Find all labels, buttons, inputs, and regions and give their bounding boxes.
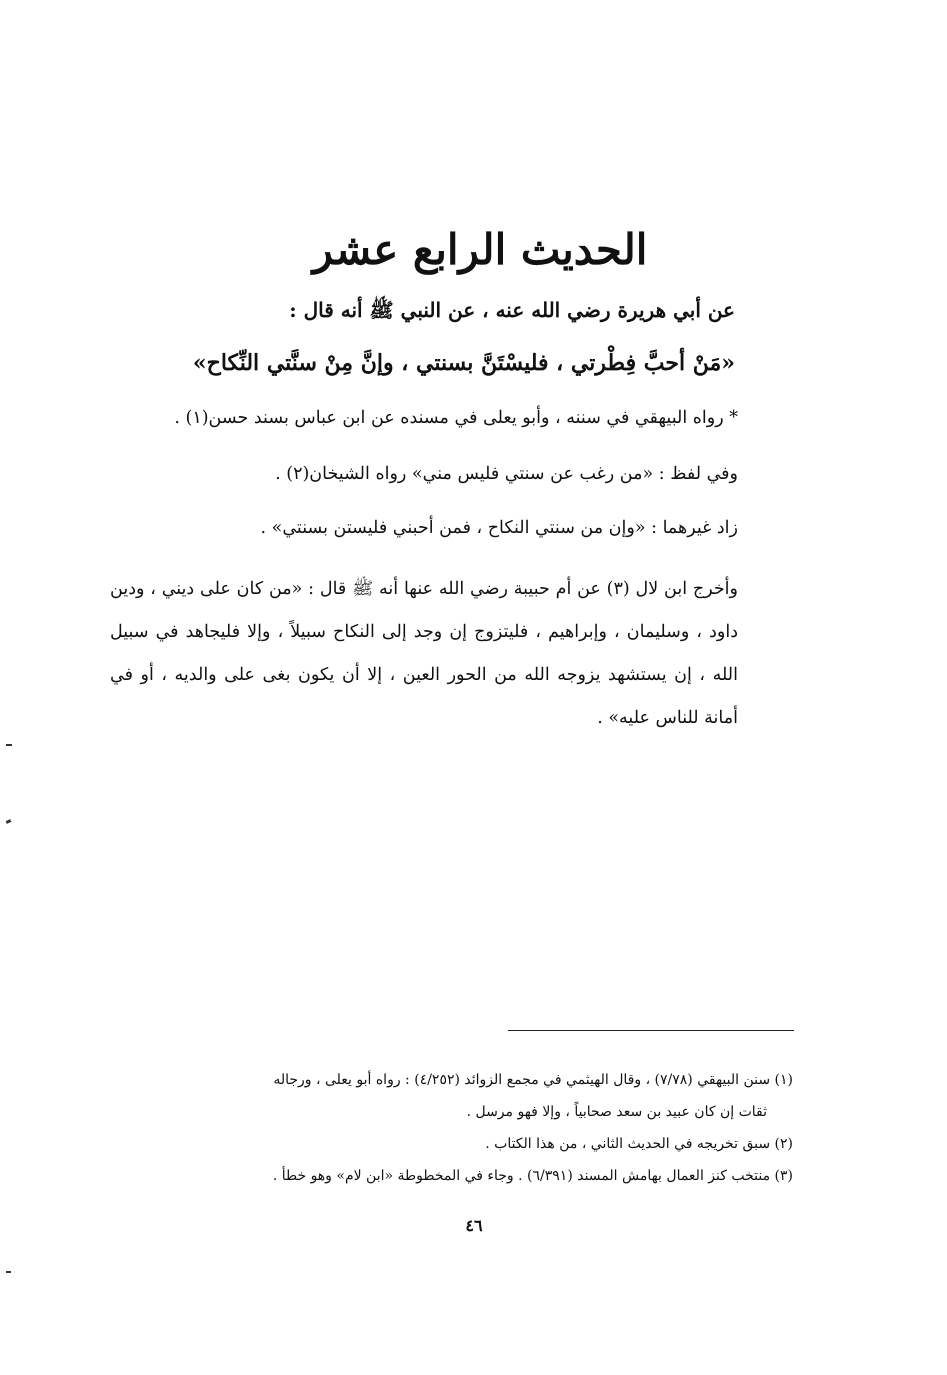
scan-margin-mark xyxy=(6,819,12,824)
scan-margin-mark xyxy=(6,1271,11,1273)
footnotes xyxy=(125,1064,793,1192)
page-title: الحديث الرابع عشر xyxy=(312,225,648,274)
paragraph-addition: زاد غيرهما : «وإن من سنتي النكاح ، فمن أحبني فليستن بسنتي» . xyxy=(260,518,738,538)
hadith-intro: عن أبي هريرة رضي الله عنه ، عن النبي ﷺ أنه قال : xyxy=(289,298,735,322)
paragraph-ibn-lal-narration: وأخرج ابن لال (٣) عن أم حبيبة رضي الله عنها أنه ﷺ قال : «من كان على ديني ، ودين داود ، وسليمان ، وإبراهيم ، فليتزوج إن وجد إلى النكاح سبيلاً ، وإلا فليجاهد في سبيل الله ، إن يستشهد يزوجه الله من الحور العين ، إلا أن يكون بغى على والديه ، أو في أمانة للناس عليه» . xyxy=(110,579,738,728)
paragraph-narration: * رواه البيهقي في سننه ، وأبو يعلى في مسنده عن ابن عباس بسند حسن(١) . xyxy=(174,408,738,428)
scan-margin-mark xyxy=(6,744,12,746)
footnote-1-line-2: ثقات إن كان عبيد بن سعد صحابياً ، وإلا فهو مرسل . xyxy=(466,1104,767,1120)
footnote-2-text: (٢) سبق تخريجه في الحديث الثاني ، من هذا الكتاب . xyxy=(485,1136,793,1152)
footnote-3-text: (٣) منتخب كنز العمال بهامش المسند (٦/٣٩١) . وجاء في المخطوطة «ابن لام» وهو خطأ . xyxy=(272,1168,793,1184)
footnote-2 xyxy=(125,1128,793,1160)
hadith-text: «مَنْ أحبَّ فِطْرتي ، فليسْتَنَّ بسنتي ، وإنَّ مِنْ سنَّتي النِّكاح» xyxy=(192,350,735,376)
footnote-1 xyxy=(125,1064,793,1128)
paragraph-variant-wording: وفي لفظ : «من رغب عن سنتي فليس مني» رواه الشيخان(٢) . xyxy=(275,464,738,484)
page-number: ٤٦ xyxy=(465,1216,483,1235)
footnote-3 xyxy=(125,1160,793,1192)
footnote-separator xyxy=(508,1030,794,1031)
footnote-1-line-1: (١) سنن البيهقي (٧/٧٨) ، وقال الهيثمي في مجمع الزوائد (٤/٢٥٢) : رواه أبو يعلى ، ورجاله xyxy=(273,1072,793,1088)
